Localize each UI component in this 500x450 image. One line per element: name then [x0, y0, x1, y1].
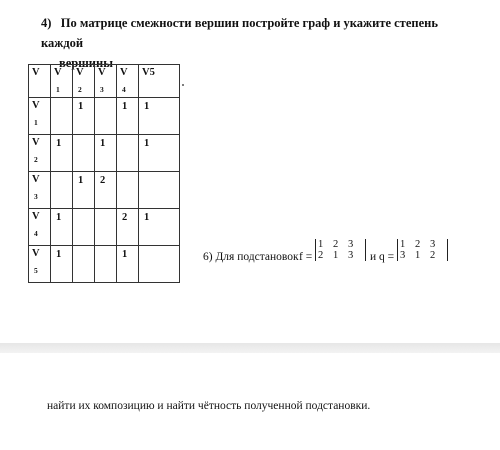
task-6-continuation: найти их композицию и найти чётность полученной подстановки. — [47, 400, 371, 412]
permutation-entry: 3 — [348, 250, 354, 261]
matrix-cell: 1 — [51, 135, 73, 172]
matrix-cell — [95, 209, 117, 246]
matrix-cell — [139, 246, 180, 283]
matrix-cell — [139, 172, 180, 209]
permutation-entry: 3 — [348, 239, 354, 250]
matrix-cell — [73, 135, 95, 172]
task-4-text-line2: вершины — [59, 56, 113, 70]
matrix-cell: 1 — [51, 209, 73, 246]
permutation-entry: 3 — [400, 250, 406, 261]
matrix-cell: 1 — [73, 172, 95, 209]
matrix-cell — [51, 172, 73, 209]
permutation-entry: 1 — [318, 239, 324, 250]
task-6-label: 6) Для подстановок — [203, 251, 299, 263]
conjunction-text: и — [370, 251, 377, 263]
row-label-cell: V 5 — [29, 246, 51, 283]
matrix-cell — [73, 209, 95, 246]
permutation-entry: 2 — [415, 239, 421, 250]
header-cell: V5 — [139, 65, 180, 98]
permutation-f-matrix — [315, 239, 366, 261]
page-separator-band — [0, 343, 500, 353]
matrix-cell: 1 — [117, 98, 139, 135]
permutation-entry: 2 — [318, 250, 324, 261]
permutation-f-name: f = — [299, 251, 313, 263]
table-row — [29, 98, 180, 135]
header-cell: V 2 — [73, 65, 95, 98]
permutation-bottom-row — [318, 250, 363, 261]
task-4-text-line1: По матрице смежности вершин постройте граф и укажите степень каждой — [41, 16, 438, 50]
permutation-entry: 1 — [333, 250, 339, 261]
matrix-cell — [95, 98, 117, 135]
table-row — [29, 209, 180, 246]
matrix-cell — [51, 98, 73, 135]
permutation-g-name — [370, 251, 394, 263]
permutation-entry: 1 — [400, 239, 406, 250]
matrix-cell — [95, 246, 117, 283]
header-cell: V 3 — [95, 65, 117, 98]
table-row — [29, 246, 180, 283]
table-row — [29, 172, 180, 209]
permutation-entry: 1 — [415, 250, 421, 261]
matrix-cell: 1 — [73, 98, 95, 135]
row-label-cell: V 4 — [29, 209, 51, 246]
permutation-g-label: q = — [379, 251, 395, 263]
row-label-cell: V 3 — [29, 172, 51, 209]
matrix-cell: 1 — [95, 135, 117, 172]
permutation-bottom-row — [400, 250, 445, 261]
matrix-cell: 2 — [117, 209, 139, 246]
permutation-top-row — [318, 239, 363, 250]
adjacency-matrix-table — [28, 64, 180, 283]
matrix-cell: 1 — [139, 135, 180, 172]
table-row — [29, 135, 180, 172]
permutation-g-matrix — [397, 239, 448, 261]
task-number: 4) — [41, 16, 52, 30]
matrix-cell — [117, 135, 139, 172]
matrix-cell: 1 — [117, 246, 139, 283]
row-label-cell: V 2 — [29, 135, 51, 172]
matrix-cell: 2 — [95, 172, 117, 209]
table-header-row — [29, 65, 180, 98]
header-cell: V 4 — [117, 65, 139, 98]
header-cell: V 1 — [51, 65, 73, 98]
permutation-entry: 2 — [430, 250, 436, 261]
header-cell: V — [29, 65, 51, 98]
matrix-cell: 1 — [139, 98, 180, 135]
stray-dot — [182, 84, 184, 86]
permutation-entry: 3 — [430, 239, 436, 250]
matrix-cell: 1 — [139, 209, 180, 246]
row-label-cell: V 1 — [29, 98, 51, 135]
matrix-cell — [117, 172, 139, 209]
permutation-top-row — [400, 239, 445, 250]
permutation-entry: 2 — [333, 239, 339, 250]
matrix-cell — [73, 246, 95, 283]
matrix-cell: 1 — [51, 246, 73, 283]
